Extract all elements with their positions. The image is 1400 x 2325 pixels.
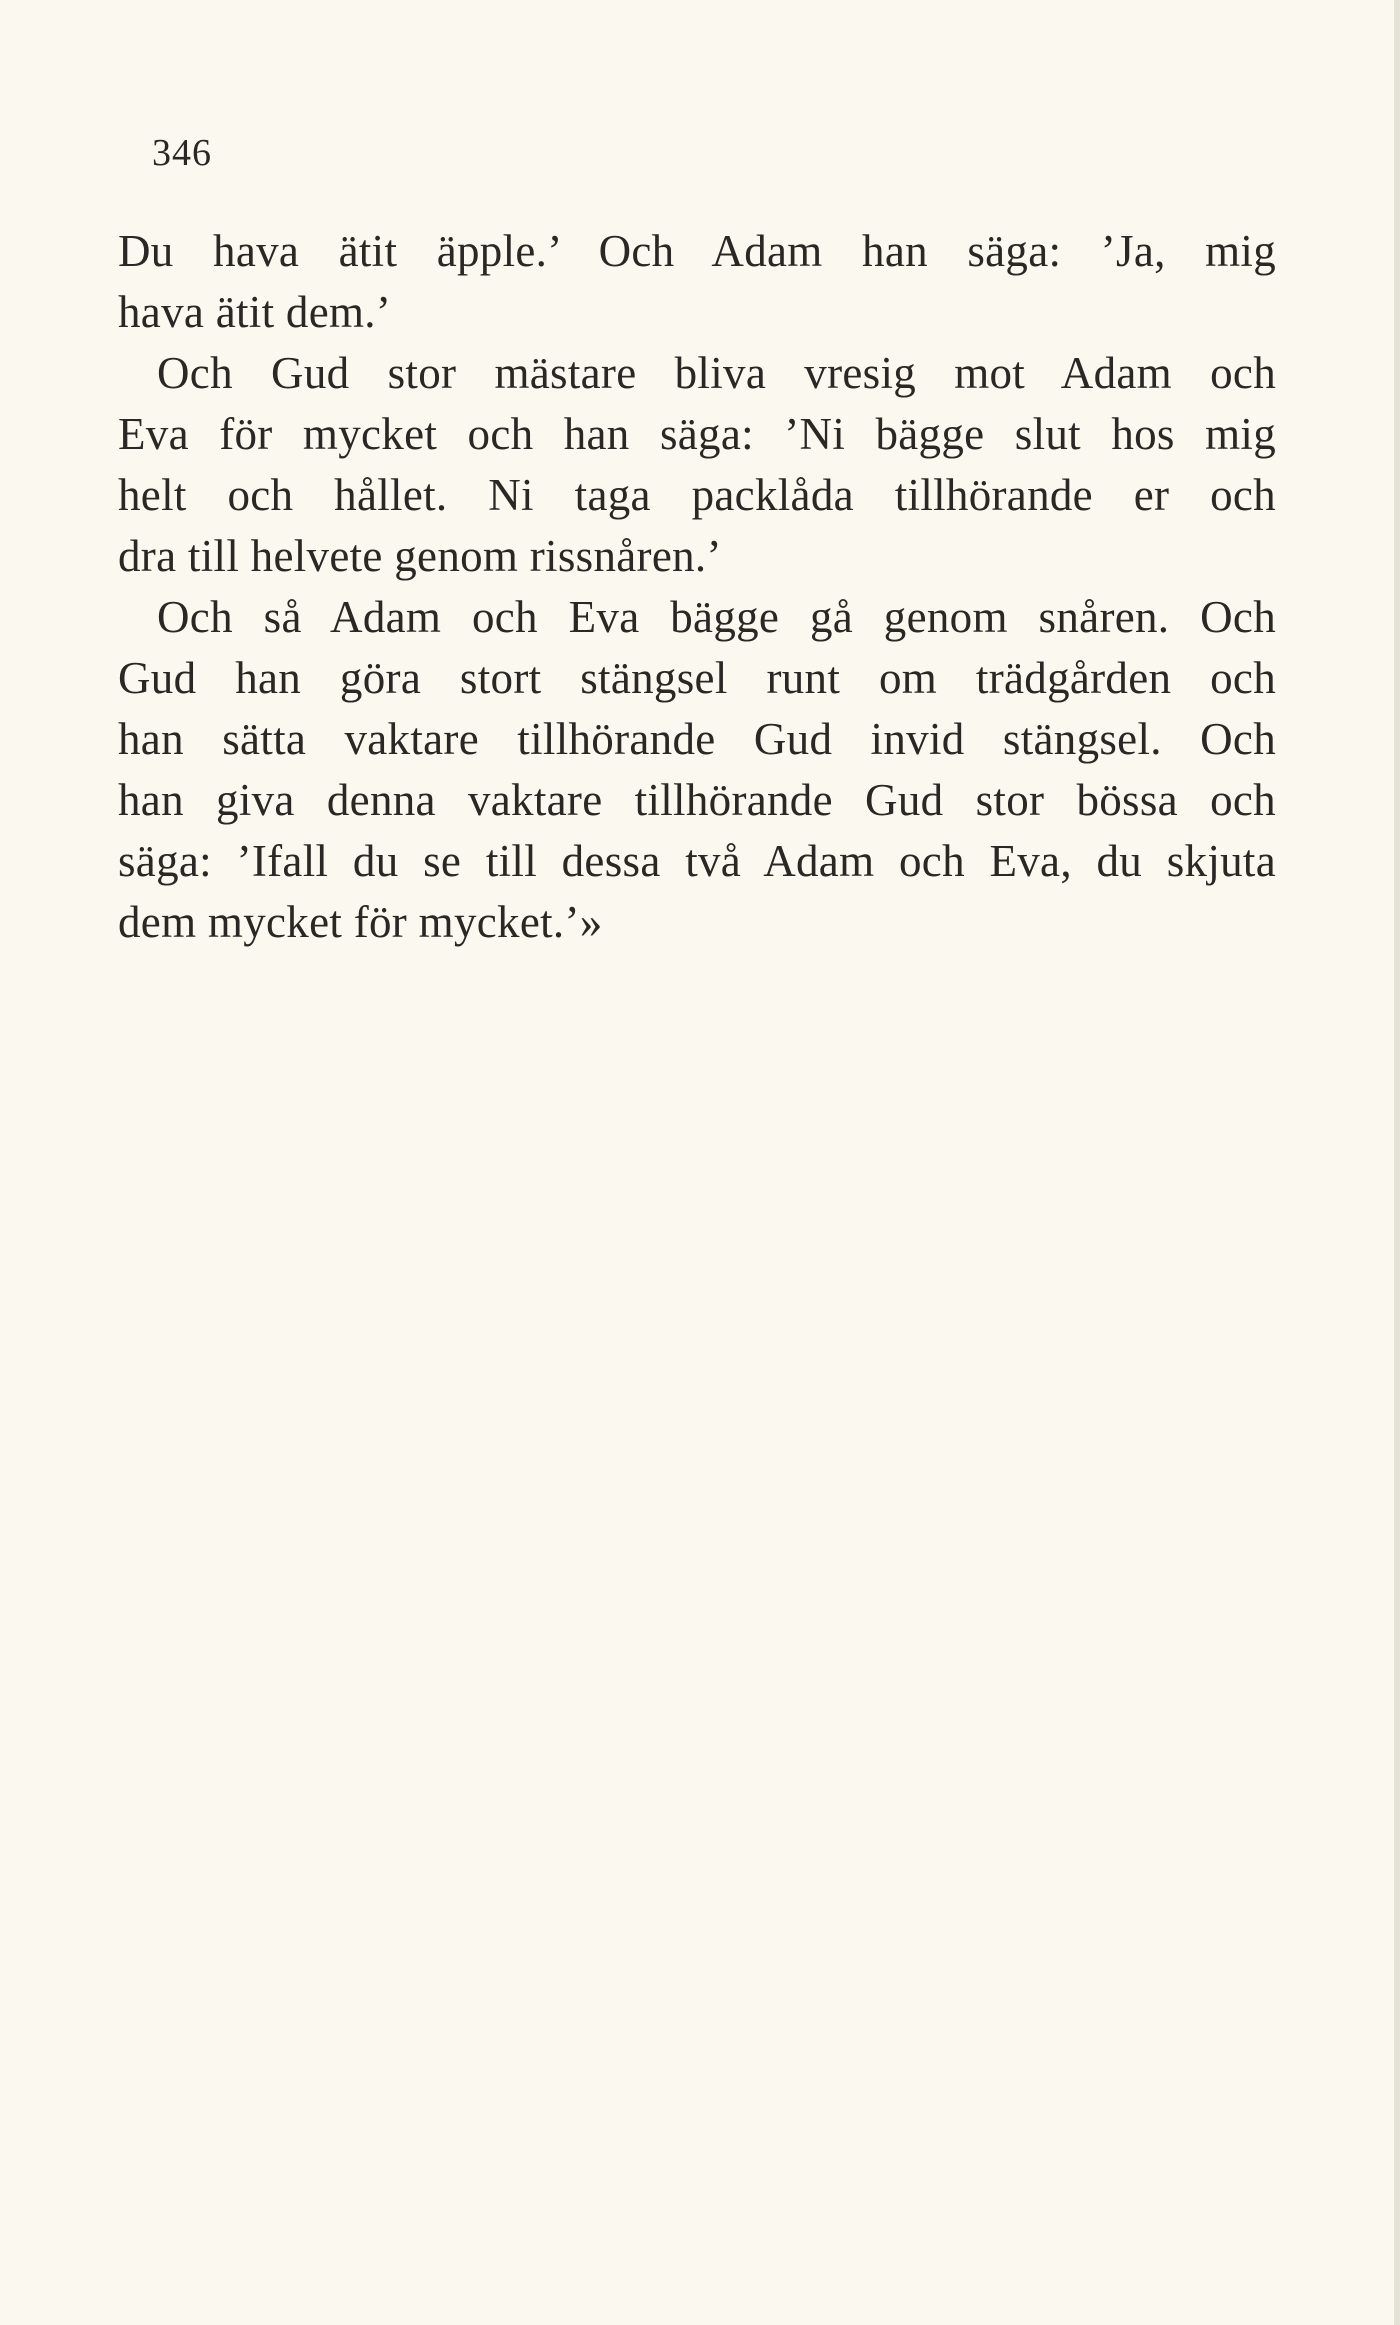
text-line: dem mycket för mycket.’» [118,897,603,947]
text-line: helt och hållet. Ni taga packlåda tillhörande er och [118,470,1276,520]
body-text [118,221,1276,953]
text-line: Eva för mycket och han säga: ’Ni bägge slut hos mig [118,409,1276,459]
text-line: Gud han göra stort stängsel runt om trädgården och [118,653,1276,703]
page-edge [1394,0,1400,2325]
text-line: Du hava ätit äpple.’ Och Adam han säga: ’Ja, mig [118,226,1276,276]
page-number: 346 [152,132,212,174]
text-line: dra till helvete genom rissnåren.’ [118,531,722,581]
text-line: han giva denna vaktare tillhörande Gud stor bössa och [118,775,1276,825]
text-line: hava ätit dem.’ [118,287,392,337]
text-line: han sätta vaktare tillhörande Gud invid stängsel. Och [118,714,1276,764]
text-line: Och så Adam och Eva bägge gå genom snåren. Och [157,592,1276,642]
text-line: Och Gud stor mästare bliva vresig mot Adam och [157,348,1276,398]
text-line: säga: ’Ifall du se till dessa två Adam och Eva, du skjuta [118,836,1276,886]
